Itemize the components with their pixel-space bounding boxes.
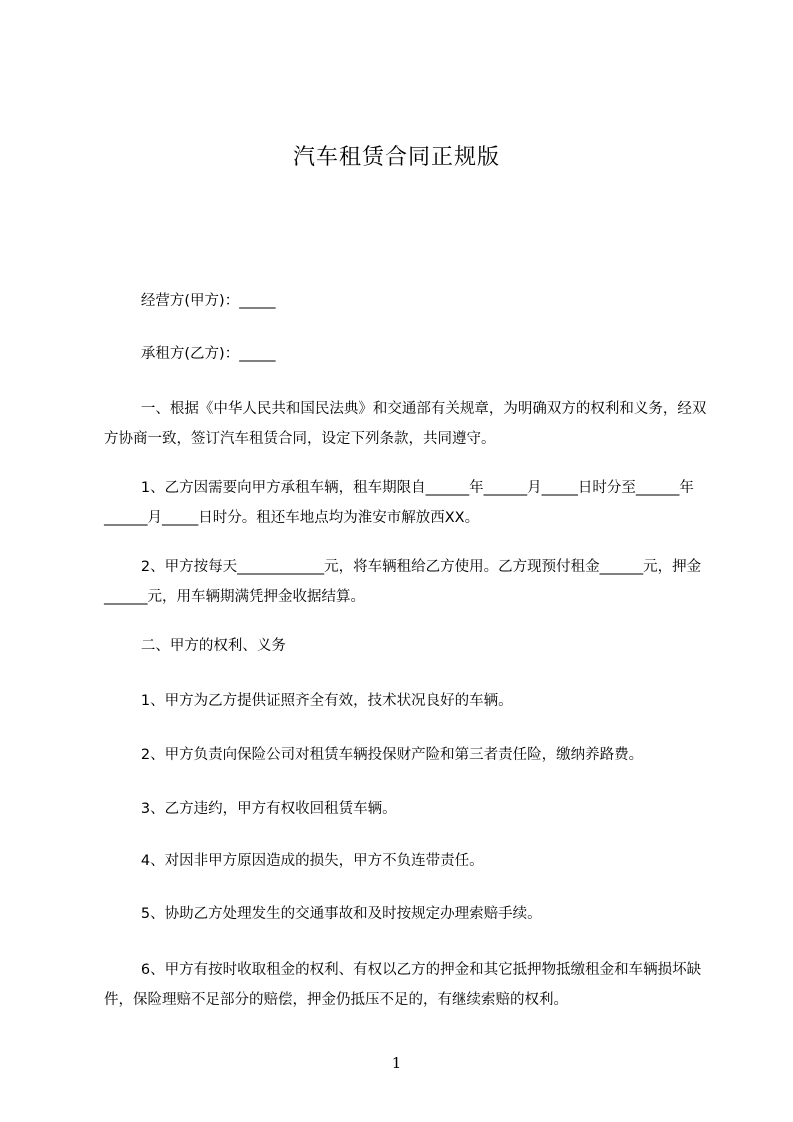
clause-1-item-1: 1、乙方因需要向甲方承租车辆，租车期限自______年______月_____日时分至______年______月_____日时分。租还车地点均为淮安市解放西XX。 bbox=[104, 480, 694, 526]
page-number: 1 bbox=[391, 1054, 402, 1072]
section-2-item-3: 3、乙方违约，甲方有权收回租赁车辆。 bbox=[104, 801, 397, 817]
clause-1-intro: 一、根据《中华人民共和国民法典》和交通部有关规章，为明确双方的权利和义务，经双方协商一致，签订汽车租赁合同，设定下列条款，共同遵守。 bbox=[104, 401, 707, 447]
section-2-item-4: 4、对因非甲方原因造成的损失，甲方不负连带责任。 bbox=[104, 853, 484, 869]
clause-1-item-2: 2、甲方按每天____________元，将车辆租给乙方使用。乙方现预付租金______元，押金______元，用车辆期满凭押金收据结算。 bbox=[104, 559, 702, 605]
document-title: 汽车租赁合同正规版 bbox=[292, 145, 500, 170]
section-2-heading: 二、甲方的权利、义务 bbox=[104, 638, 286, 654]
section-2-item-5: 5、协助乙方处理发生的交通事故和及时按规定办理索赔手续。 bbox=[104, 906, 542, 922]
party-a-line: 经营方(甲方)：_____ bbox=[104, 293, 276, 309]
section-2-item-1: 1、甲方为乙方提供证照齐全有效，技术状况良好的车辆。 bbox=[104, 693, 513, 709]
party-b-line: 承租方(乙方)：_____ bbox=[104, 346, 276, 362]
section-2-item-6: 6、甲方有按时收取租金的权利、有权以乙方的押金和其它抵押物抵缴租金和车辆损坏缺件，保险理赔不足部分的赔偿，押金仍抵压不足的，有继续索赔的权利。 bbox=[104, 962, 702, 1008]
section-2-item-2: 2、甲方负责向保险公司对租赁车辆投保财产险和第三者责任险，缴纳养路费。 bbox=[104, 747, 644, 763]
